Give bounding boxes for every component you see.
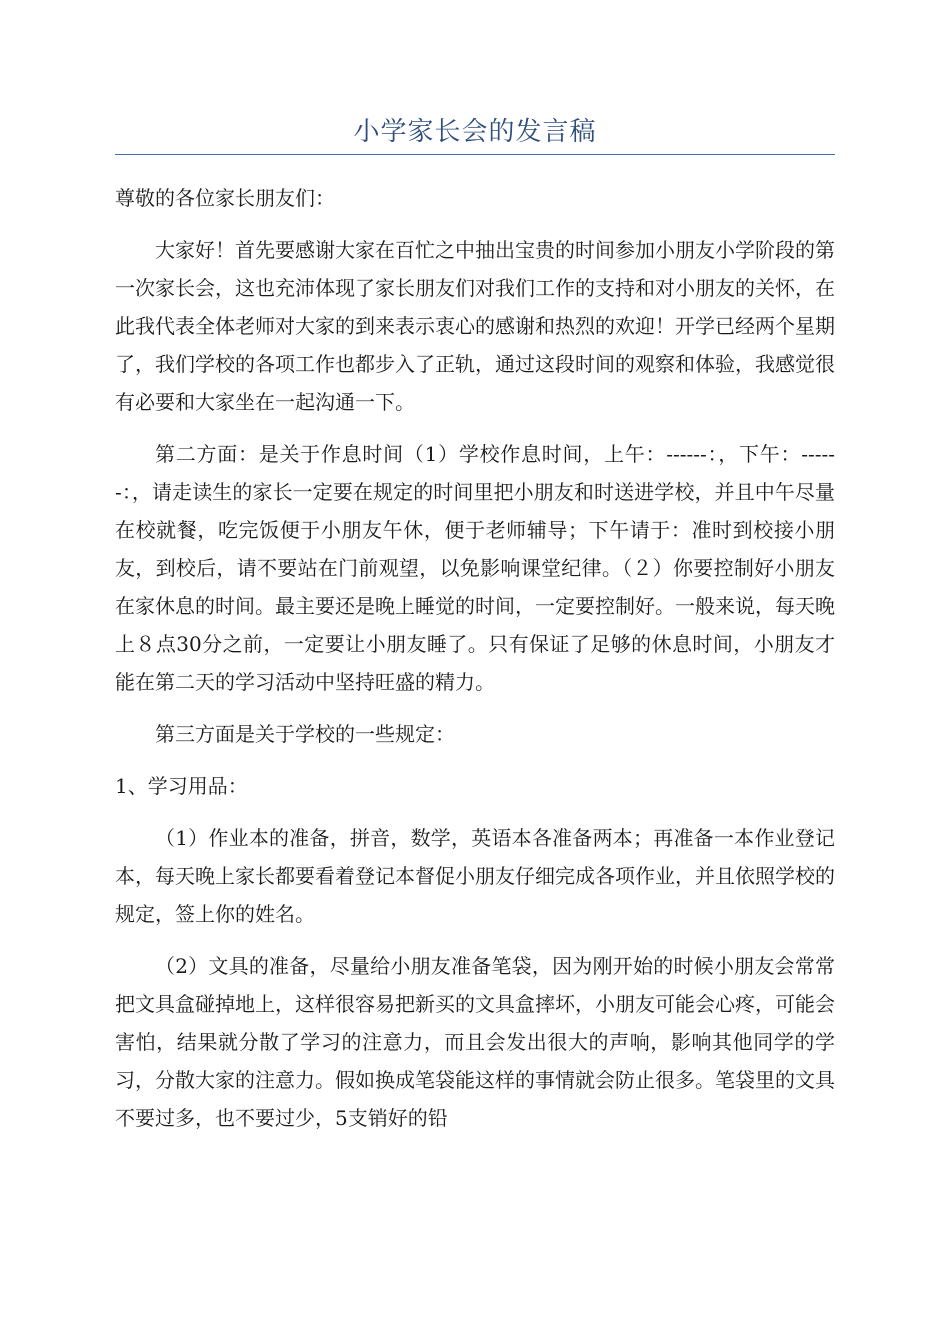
section-heading: 1、学习用品： (115, 774, 248, 798)
paragraph-schedule: 第二方面：是关于作息时间（1）学校作息时间，上午：------：，下午：------：，请走读生的家长一定要在规定的时间里把小朋友和时送进学校，并且中午尽量在校就餐，吃完饭便于小朋友午休，便于老师辅导；下午请于：准时到校接小朋友，到校后，请不要站在门前观望，以免影响课堂纪律。（２）你要控制好小朋友在家休息的时间。最主要还是晚上睡觉的时间，一定要控制好。一般来说，每天晚上８点30分之前，一定要让小朋友睡了。只有保证了足够的休息时间，小朋友才能在第二天的学习活动中坚持旺盛的精力。 (115, 442, 835, 694)
salutation: 尊敬的各位家长朋友们： (115, 186, 335, 210)
item-homework-books: （1）作业本的准备，拼音，数学，英语本各准备两本；再准备一本作业登记本，每天晚上家长都要看着登记本督促小朋友仔细完成各项作业，并且依照学校的规定，签上你的姓名。 (115, 826, 835, 926)
item-stationery: （2）文具的准备，尽量给小朋友准备笔袋，因为刚开始的时候小朋友会常常把文具盒碰掉地上，这样很容易把新买的文具盒摔坏，小朋友可能会心疼，可能会害怕，结果就分散了学习的注意力，而且会发出很大的声响，影响其他同学的学习，分散大家的注意力。假如换成笔袋能这样的事情就会防止很多。笔袋里的文具不要过多，也不要过少，5支销好的铅 (115, 954, 835, 1130)
paragraph-greeting: 大家好！首先要感谢大家在百忙之中抽出宝贵的时间参加小朋友小学阶段的第一次家长会，这也充沛体现了家长朋友们对我们工作的支持和对小朋友的关怀，在此我代表全体老师对大家的到来表示衷心的感谢和热烈的欢迎！开学已经两个星期了，我们学校的各项工作也都步入了正轨，通过这段时间的观察和体验，我感觉很有必要和大家坐在一起沟通一下。 (115, 238, 835, 414)
paragraph-rules-intro: 第三方面是关于学校的一些规定： (155, 722, 455, 746)
document-title: 小学家长会的发言稿 (353, 117, 597, 147)
document-page (115, 110, 835, 1137)
title-underline (115, 154, 835, 155)
